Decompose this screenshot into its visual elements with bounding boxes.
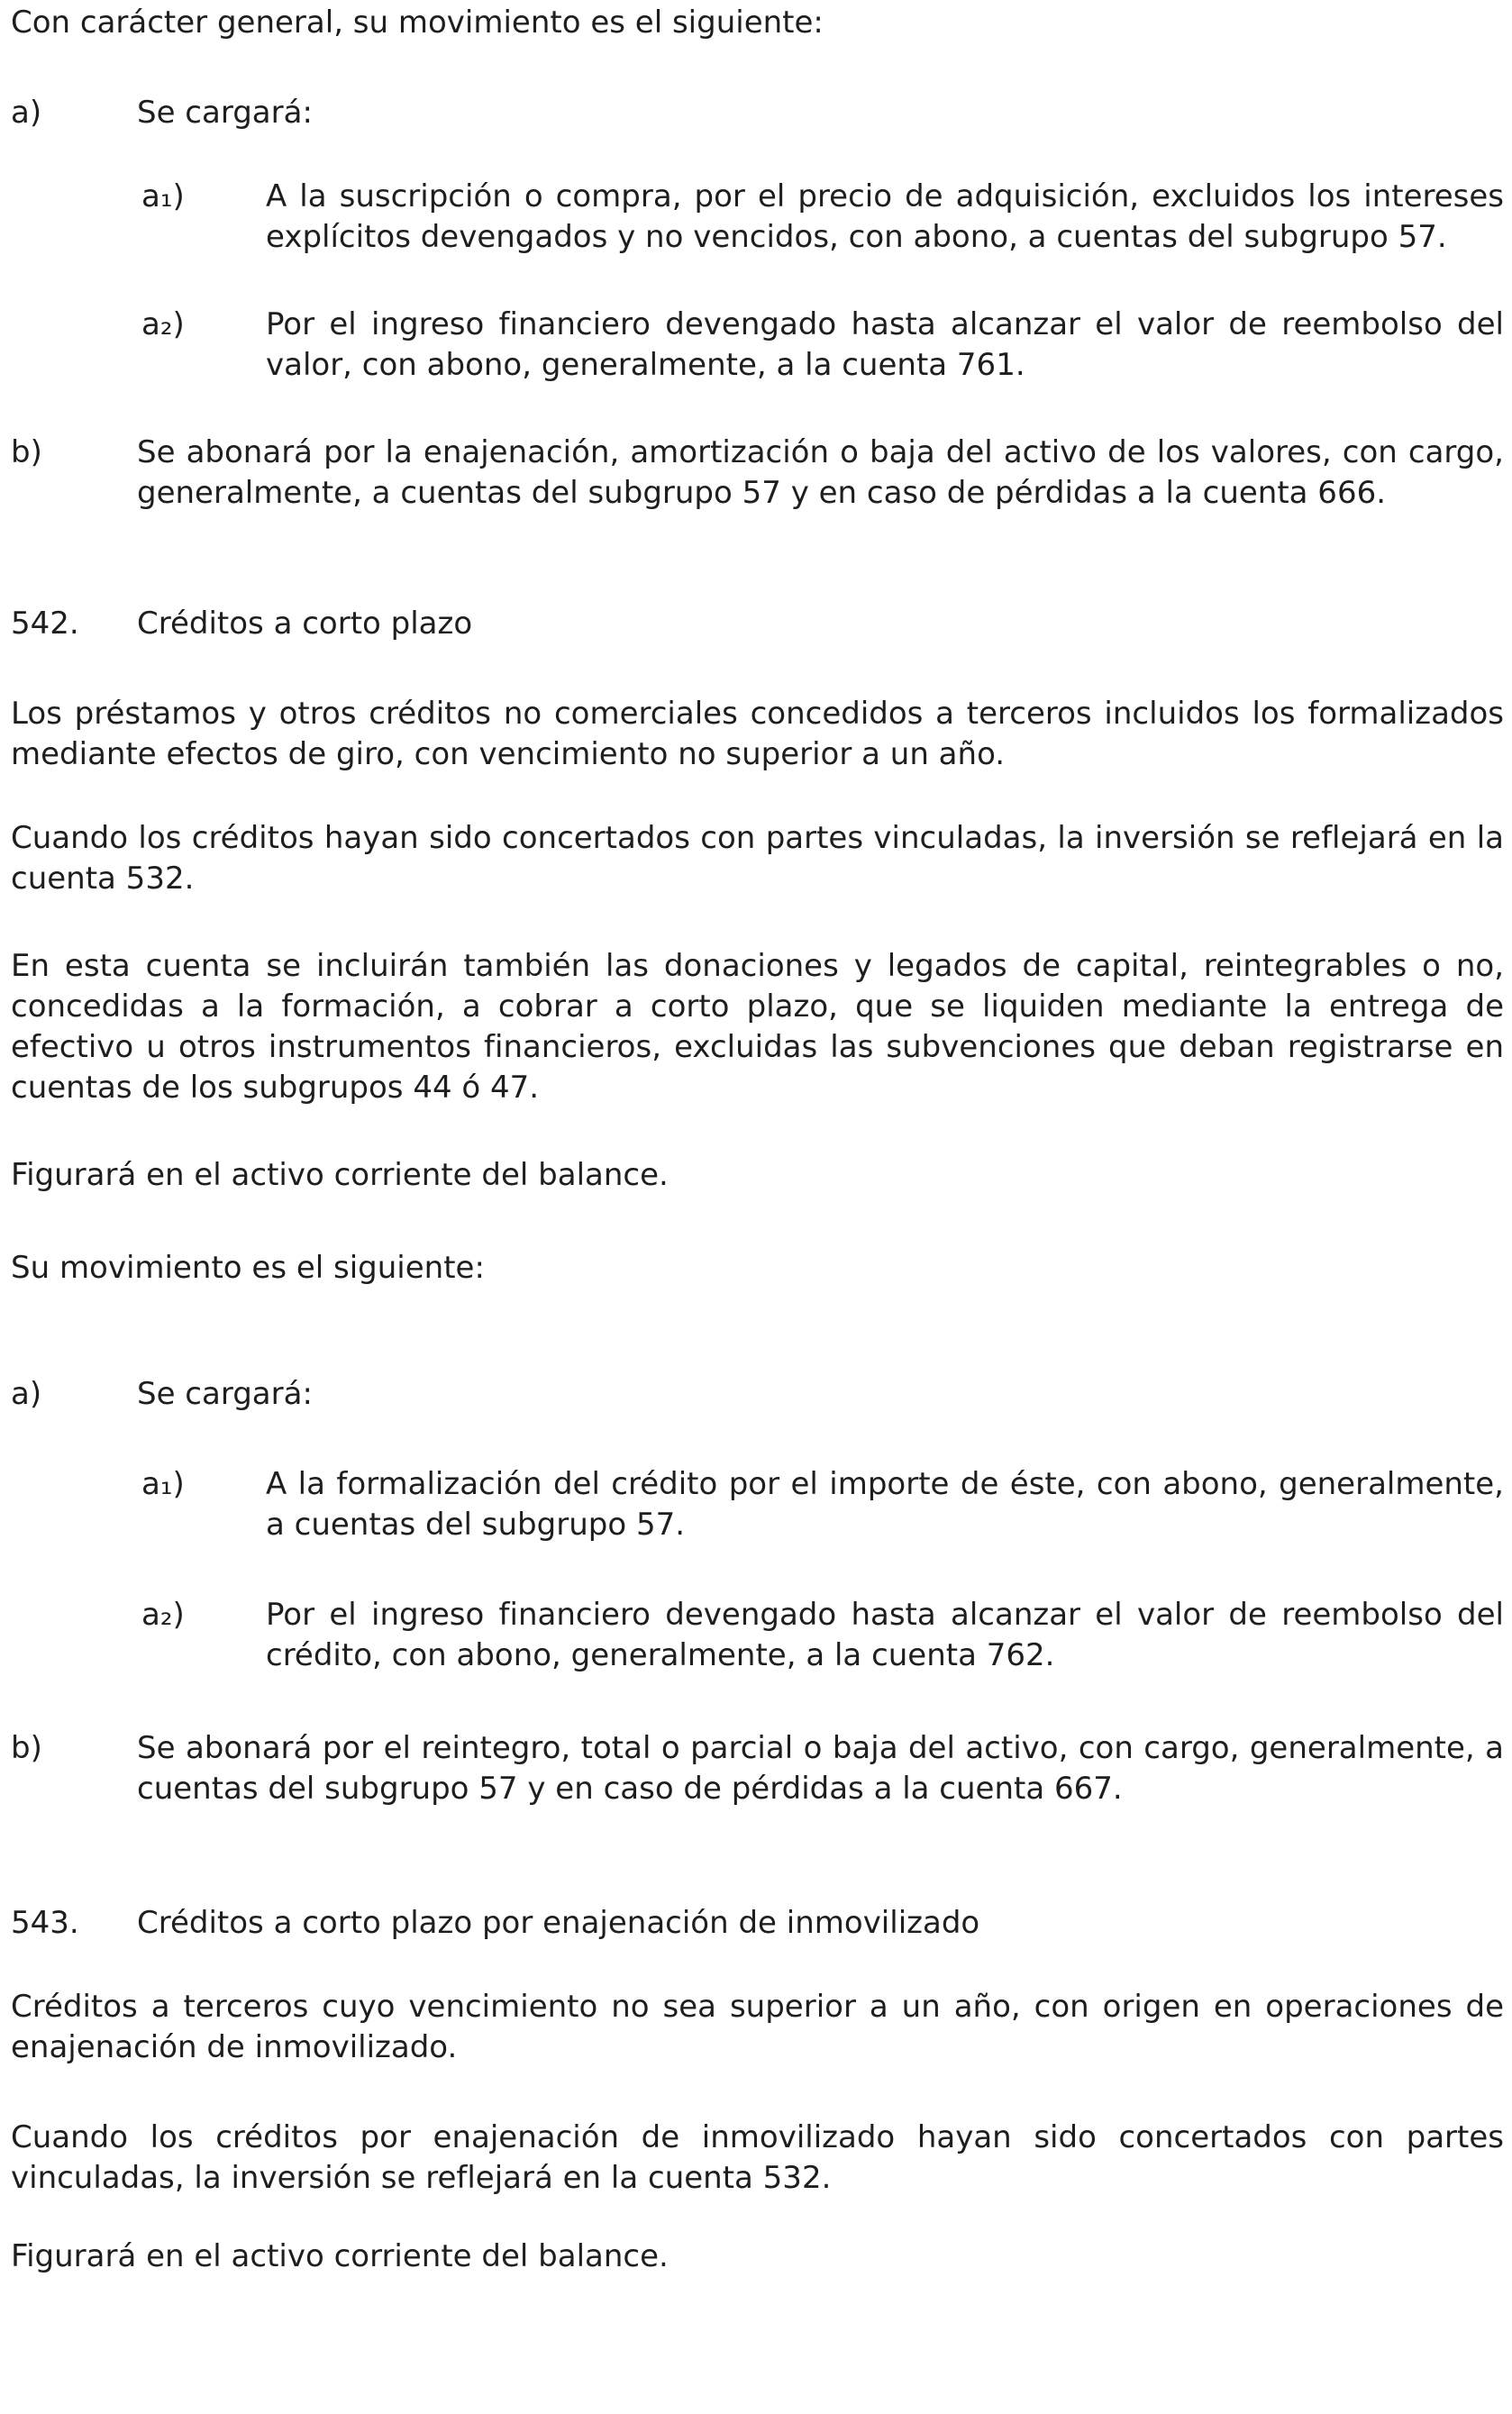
list-item-a-2-text: Se cargará: <box>137 1376 313 1412</box>
list-item-a2-text: Por el ingreso financiero devengado hasta alcanzar el valor de reembolso del valor, con abono, generalmente, a la cuenta 761. <box>266 306 1504 383</box>
list-item-a1-text: A la suscripción o compra, por el precio de adquisición, excluidos los intereses explícitos devengados y no vencidos, con abono, a cuentas del subgrupo 57. <box>266 178 1504 255</box>
section-542-paragraph-2: Cuando los créditos hayan sido concertados con partes vinculadas, la inversión se reflejará en la cuenta 532. <box>11 820 1504 897</box>
section-542-paragraph-4: Figurará en el activo corriente del balance. <box>11 1157 669 1193</box>
list-item-b-2-label: b) <box>11 1730 42 1766</box>
list-item-a <box>11 93 1504 133</box>
section-542-paragraph-3: En esta cuenta se incluirán también las donaciones y legados de capital, reintegrables o no, concedidas a la formación, a cobrar a corto plazo, que se liquiden mediante la entrega de efectivo u otros instrumentos financieros, excluidas las subvenciones que deban registrarse en cuentas de los subgrupos 44 ó 47. <box>11 948 1504 1106</box>
section-heading-543 <box>11 1903 1504 1944</box>
list-item-a2 <box>141 305 1504 386</box>
list-item-a2-2 <box>141 1595 1504 1676</box>
section-542-paragraph-5: Su movimiento es el siguiente: <box>11 1250 485 1286</box>
list-item-b-label: b) <box>11 434 42 470</box>
list-item-a2-2-label: a₂) <box>141 1597 185 1633</box>
list-item-a-2-label: a) <box>11 1376 42 1412</box>
list-item-a2-label: a₂) <box>141 306 185 342</box>
list-item-a1-label: a₁) <box>141 178 185 214</box>
list-item-a-label: a) <box>11 95 42 131</box>
list-item-b-2-text: Se abonará por el reintegro, total o parcial o baja del activo, con cargo, generalmente, a cuentas del subgrupo 57 y en caso de pérdidas a la cuenta 667. <box>137 1730 1504 1807</box>
list-item-b-2 <box>11 1728 1504 1809</box>
list-item-a2-2-text: Por el ingreso financiero devengado hasta alcanzar el valor de reembolso del crédito, con abono, generalmente, a la cuenta 762. <box>266 1597 1504 1673</box>
list-item-a-2 <box>11 1374 1504 1415</box>
section-543-paragraph-1: Créditos a terceros cuyo vencimiento no sea superior a un año, con origen en operaciones de enajenación de inmovilizado. <box>11 1989 1504 2065</box>
list-item-a1-2-label: a₁) <box>141 1466 185 1502</box>
list-item-a1-2 <box>141 1464 1504 1545</box>
section-542-title: Créditos a corto plazo <box>137 606 473 642</box>
section-542-paragraph-1: Los préstamos y otros créditos no comerciales concedidos a terceros incluidos los formalizados mediante efectos de giro, con vencimiento no superior a un año. <box>11 696 1504 772</box>
section-543-paragraph-3: Figurará en el activo corriente del balance. <box>11 2238 669 2274</box>
intro-paragraph: Con carácter general, su movimiento es el siguiente: <box>11 5 824 41</box>
list-item-b-text: Se abonará por la enajenación, amortización o baja del activo de los valores, con cargo, generalmente, a cuentas del subgrupo 57 y en caso de pérdidas a la cuenta 666. <box>137 434 1504 511</box>
list-item-a1 <box>141 177 1504 258</box>
section-543-number: 543. <box>11 1905 79 1941</box>
section-542-number: 542. <box>11 606 79 642</box>
list-item-a1-2-text: A la formalización del crédito por el importe de éste, con abono, generalmente, a cuentas del subgrupo 57. <box>266 1466 1504 1543</box>
section-heading-542 <box>11 604 1504 644</box>
section-543-title: Créditos a corto plazo por enajenación de inmovilizado <box>137 1905 980 1941</box>
section-543-paragraph-2: Cuando los créditos por enajenación de inmovilizado hayan sido concertados con partes vinculadas, la inversión se reflejará en la cuenta 532. <box>11 2119 1504 2196</box>
list-item-b <box>11 433 1504 514</box>
list-item-a-text: Se cargará: <box>137 95 313 131</box>
